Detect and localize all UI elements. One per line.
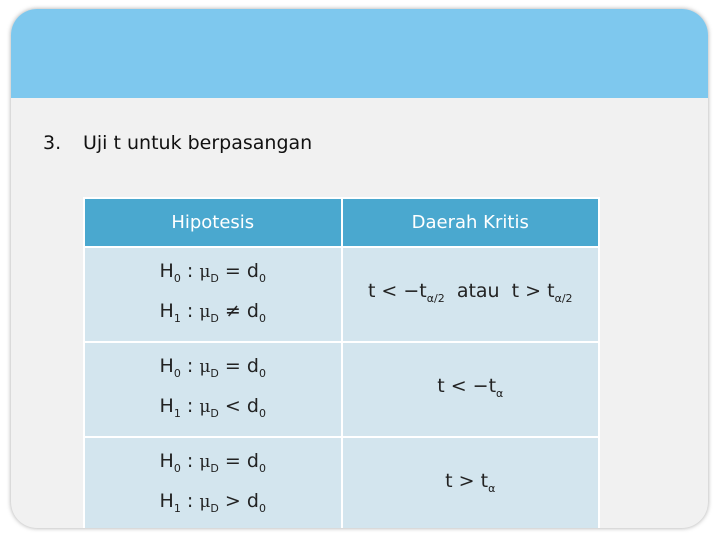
separator: :: [180, 394, 200, 417]
mu-subscript: D: [210, 406, 219, 420]
h-subscript: 1: [173, 311, 181, 325]
mu-symbol: μ: [199, 491, 211, 512]
mu-symbol: μ: [199, 356, 211, 377]
mu-subscript: D: [210, 311, 219, 325]
h-symbol: H: [159, 489, 174, 512]
alternative-hypothesis: [86, 485, 340, 525]
d-subscript: 0: [258, 271, 266, 285]
h-subscript: 0: [173, 461, 181, 475]
null-hypothesis: [86, 255, 340, 295]
d-subscript: 0: [258, 501, 266, 515]
table-row: [84, 247, 599, 342]
h-symbol: H: [159, 299, 174, 322]
hypothesis-cell: [84, 342, 342, 437]
table-row: [84, 437, 599, 528]
d-symbol: d: [246, 299, 259, 322]
mu-subscript: D: [210, 366, 219, 380]
header-daerah-kritis: Daerah Kritis: [342, 198, 600, 247]
separator: :: [180, 354, 200, 377]
mu-symbol: μ: [199, 301, 211, 322]
h-subscript: 0: [173, 366, 181, 380]
d-symbol: d: [246, 449, 259, 472]
separator: :: [180, 259, 200, 282]
d-symbol: d: [246, 259, 259, 282]
critical-sub-a: α: [488, 481, 496, 495]
separator: :: [180, 489, 200, 512]
mu-subscript: D: [210, 461, 219, 475]
critical-region-cell: [342, 247, 600, 342]
mu-symbol: μ: [199, 261, 211, 282]
table-header-row: [84, 198, 599, 247]
d-symbol: d: [246, 354, 259, 377]
mu-subscript: D: [210, 271, 219, 285]
operator: <: [218, 394, 247, 417]
h-symbol: H: [159, 259, 174, 282]
separator: :: [180, 449, 200, 472]
hypothesis-table: [83, 197, 600, 528]
critical-region: [344, 275, 598, 315]
h-symbol: H: [159, 449, 174, 472]
critical-sub-a: α/2: [426, 291, 445, 305]
operator: ≠: [218, 299, 247, 322]
hypothesis-cell: [84, 437, 342, 528]
h-symbol: H: [159, 394, 174, 417]
heading-number: 3.: [43, 132, 62, 154]
critical-part-a: t > t: [445, 469, 489, 492]
operator: =: [218, 354, 247, 377]
critical-part-a: t < −t: [437, 374, 497, 397]
separator: :: [180, 299, 200, 322]
header-hipotesis: Hipotesis: [84, 198, 342, 247]
d-subscript: 0: [258, 311, 266, 325]
critical-part-mid: atau t > t: [444, 279, 555, 302]
critical-sub-a: α: [496, 386, 504, 400]
critical-region: [344, 370, 598, 410]
operator: =: [218, 259, 247, 282]
mu-symbol: μ: [199, 451, 211, 472]
critical-part-a: t < −t: [367, 279, 427, 302]
slide-frame: [11, 9, 708, 528]
alternative-hypothesis: [86, 295, 340, 335]
d-subscript: 0: [258, 366, 266, 380]
critical-region: [344, 465, 598, 505]
d-symbol: d: [246, 489, 259, 512]
hypothesis-cell: [84, 247, 342, 342]
header-band: [11, 9, 708, 98]
d-symbol: d: [246, 394, 259, 417]
heading-text: Uji t untuk berpasangan: [83, 132, 313, 154]
null-hypothesis: [86, 350, 340, 390]
h-subscript: 1: [173, 501, 181, 515]
h-subscript: 0: [173, 271, 181, 285]
null-hypothesis: [86, 445, 340, 485]
h-subscript: 1: [173, 406, 181, 420]
mu-subscript: D: [210, 501, 219, 515]
section-heading: [43, 132, 312, 154]
table-row: [84, 342, 599, 437]
critical-region-cell: [342, 437, 600, 528]
critical-sub-b: α/2: [554, 291, 573, 305]
operator: =: [218, 449, 247, 472]
alternative-hypothesis: [86, 390, 340, 430]
d-subscript: 0: [258, 461, 266, 475]
operator: >: [218, 489, 247, 512]
h-symbol: H: [159, 354, 174, 377]
mu-symbol: μ: [199, 396, 211, 417]
critical-region-cell: [342, 342, 600, 437]
d-subscript: 0: [258, 406, 266, 420]
